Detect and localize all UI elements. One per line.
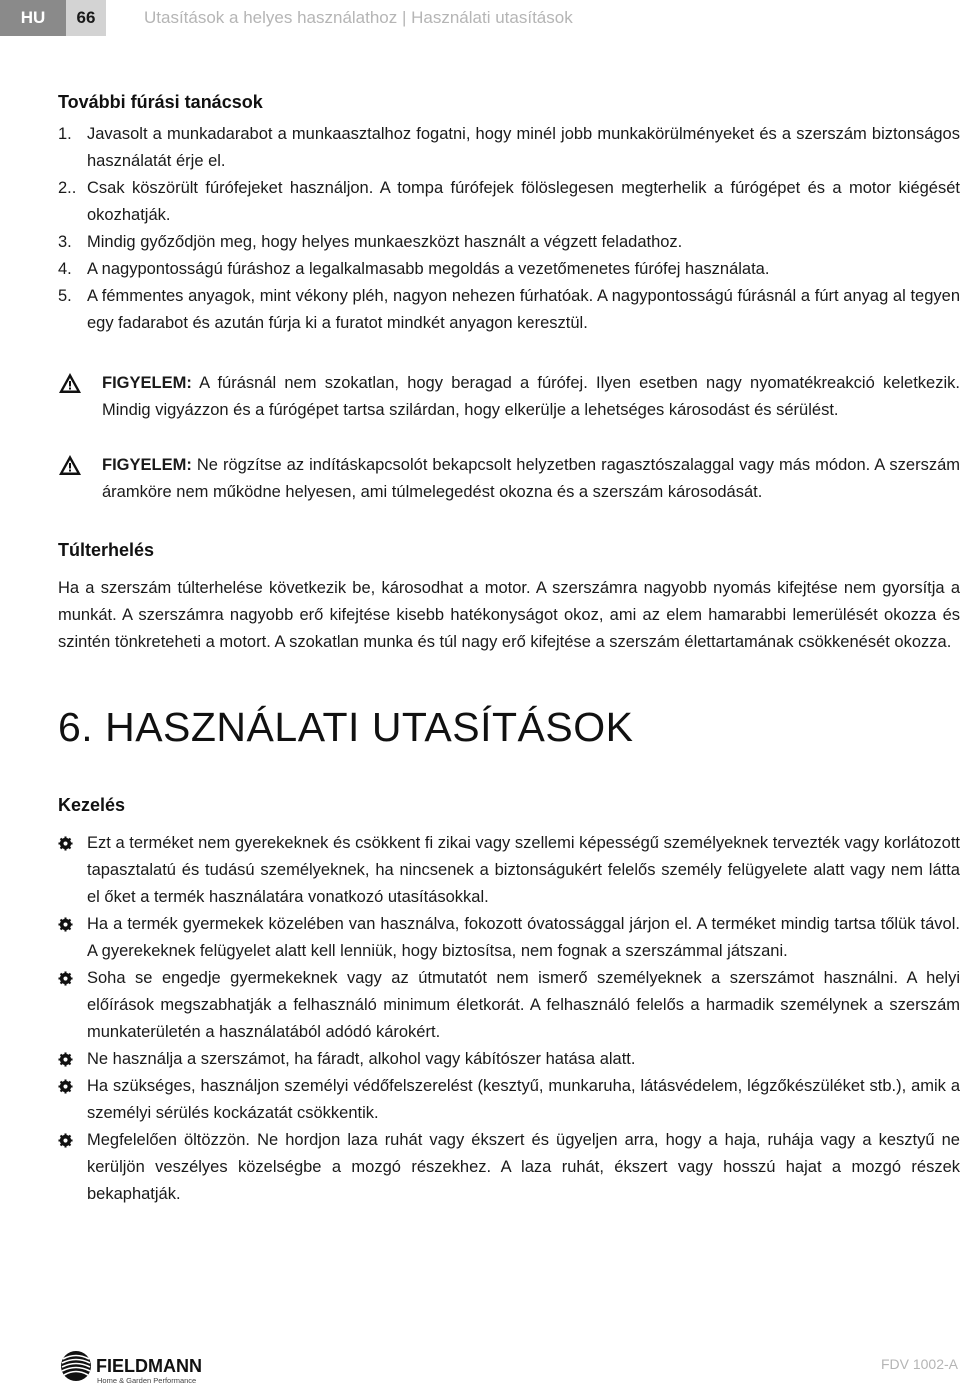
item-text: Mindig győződjön meg, hogy helyes munkaeszközt használt a végzett feladathoz. (87, 233, 683, 251)
drilling-tips-heading: További fúrási tanácsok (58, 92, 263, 112)
gear-bullet-icon (58, 836, 73, 851)
gear-bullet-icon (58, 917, 73, 932)
item-text: Csak köszörült fúrófejeket használjon. A tompa fúrófejek fölöslegesen megterhelik a fúrógépet és a motor kiégését okozhatják. (87, 179, 960, 224)
gear-bullet-icon (58, 1133, 73, 1148)
warning-block (58, 452, 960, 506)
item-number: 2.. (58, 179, 77, 197)
item-text: Ha a termék gyermekek közelében van használva, fokozott óvatossággal járjon el. A terméket mindig tartsa tőlük távol. A gyerekeknek felügyelet alatt kell lenniük, hogy biztosítsa, nem fognak a szerszámmal játszani. (87, 915, 960, 960)
item-text: Javasolt a munkadarabot a munkaasztalhoz fogatni, hogy minél jobb munkakörülményeket és a szerszám biztonságos használatát érje el. (87, 125, 960, 170)
list-item (58, 283, 960, 337)
page-number: 66 (66, 0, 106, 36)
warning-label: FIGYELEM: (102, 456, 192, 474)
item-text: Megfelelően öltözzön. Ne hordjon laza ruhát vagy ékszert és ügyeljen arra, hogy a haja, ruhája vagy a kesztyű ne kerüljön veszélyes közelségbe a mozgó részekhez. A laza ruhát, ékszert vagy hosszú hajat a mozgó részek bekaphatják. (87, 1131, 960, 1203)
section-title: 6. HASZNÁLATI UTASÍTÁSOK (58, 704, 634, 750)
item-number: 4. (58, 260, 72, 278)
warning-text: A fúrásnál nem szokatlan, hogy beragad a fúrófej. Ilyen esetben nagy nyomatékreakció keletkezik. Mindig vigyázzon és a fúrógépet tartsa szilárdan, hogy elkerülje a lehetséges károsodást és sérülést. (102, 374, 960, 419)
list-item (58, 911, 960, 965)
header-title: Utasítások a helyes használathoz | Használati utasítások (144, 8, 573, 27)
list-item (58, 121, 960, 175)
handling-heading: Kezelés (58, 795, 126, 815)
model-code: FDV 1002-A (880, 1356, 958, 1372)
list-item (58, 256, 960, 283)
page-content (58, 92, 960, 1208)
item-number: 3. (58, 233, 72, 251)
warning-block (58, 370, 960, 424)
list-item (58, 830, 960, 911)
item-text: Ne használja a szerszámot, ha fáradt, alkohol vagy kábítószer hatása alatt. (87, 1050, 636, 1068)
item-text: A nagypontosságú fúráshoz a legalkalmasabb megoldás a vezetőmenetes fúrófej használata. (87, 260, 770, 278)
warning-triangle-icon (58, 372, 82, 394)
list-item (58, 1073, 960, 1127)
brand-name: FIELDMANN (96, 1356, 202, 1376)
list-item (58, 175, 960, 229)
list-item (58, 1046, 960, 1073)
item-text: Soha se engedje gyermekeknek vagy az útmutatót nem ismerő személyeknek a szerszámot használni. A helyi előírások megszabhatják a felhasználó minimum életkorát. A felhasználó felelős a harmadik személynek a szerszám munkaterületén a használatából adódó károkért. (87, 969, 960, 1041)
item-number: 1. (58, 125, 72, 143)
page-header (0, 0, 960, 36)
item-text: Ezt a terméket nem gyerekeknek és csökkent fi zikai vagy szellemi képességű személyeknek tervezték vagy korlátozott tapasztalatú és tudású személyeknek, ha nincsenek a biztonságukért felelős személy felügyelete alatt vagy nem látta el őket a termék használatára vonatkozó utasításokkal. (87, 834, 960, 906)
overload-heading: Túlterhelés (58, 540, 155, 560)
list-item (58, 229, 960, 256)
item-text: A fémmentes anyagok, mint vékony pléh, nagyon nehezen fúrhatóak. A nagypontosságú fúrásnál a fúrt anyag al tegyen egy fadarabot és azután fúrja ki a furatot mindkét anyagon keresztül. (87, 287, 960, 332)
gear-bullet-icon (58, 1079, 73, 1094)
item-number: 5. (58, 287, 72, 305)
warning-triangle-icon (58, 454, 82, 476)
drilling-tips-list (58, 121, 960, 337)
gear-bullet-icon (58, 971, 73, 986)
warning-label: FIGYELEM: (102, 374, 192, 392)
fieldmann-logo (58, 1348, 218, 1386)
list-item (58, 1127, 960, 1208)
warning-text: Ne rögzítse az indításkapcsolót bekapcsolt helyzetben ragasztószalaggal vagy más módon. A szerszám áramköre nem működne helyesen, ami túlmelegedést okozna és a szerszám károsodását. (102, 456, 960, 501)
list-item (58, 965, 960, 1046)
item-text: Ha szükséges, használjon személyi védőfelszerelést (kesztyű, munkaruha, látásvédelem, légzőkészüléket stb.), amik a személyi sérülés kockázatát csökkentik. (87, 1077, 960, 1122)
overload-text: Ha a szerszám túlterhelése következik be, károsodhat a motor. A szerszámra nagyobb nyomás kifejtése nem gyorsítja a munkát. A szerszámra nagyobb erő kifejtése kisebb hatékonyságot okoz, ami az elem hamarabbi lemerülését okozza és szintén tönkreteheti a motort. A szokatlan munka és túl nagy erő kifejtése a szerszám élettartamának csökkenését okozza. (58, 579, 960, 651)
handling-list (58, 830, 960, 1208)
brand-tagline: Home & Garden Performance (97, 1376, 197, 1385)
language-tab: HU (0, 0, 66, 36)
gear-bullet-icon (58, 1052, 73, 1067)
